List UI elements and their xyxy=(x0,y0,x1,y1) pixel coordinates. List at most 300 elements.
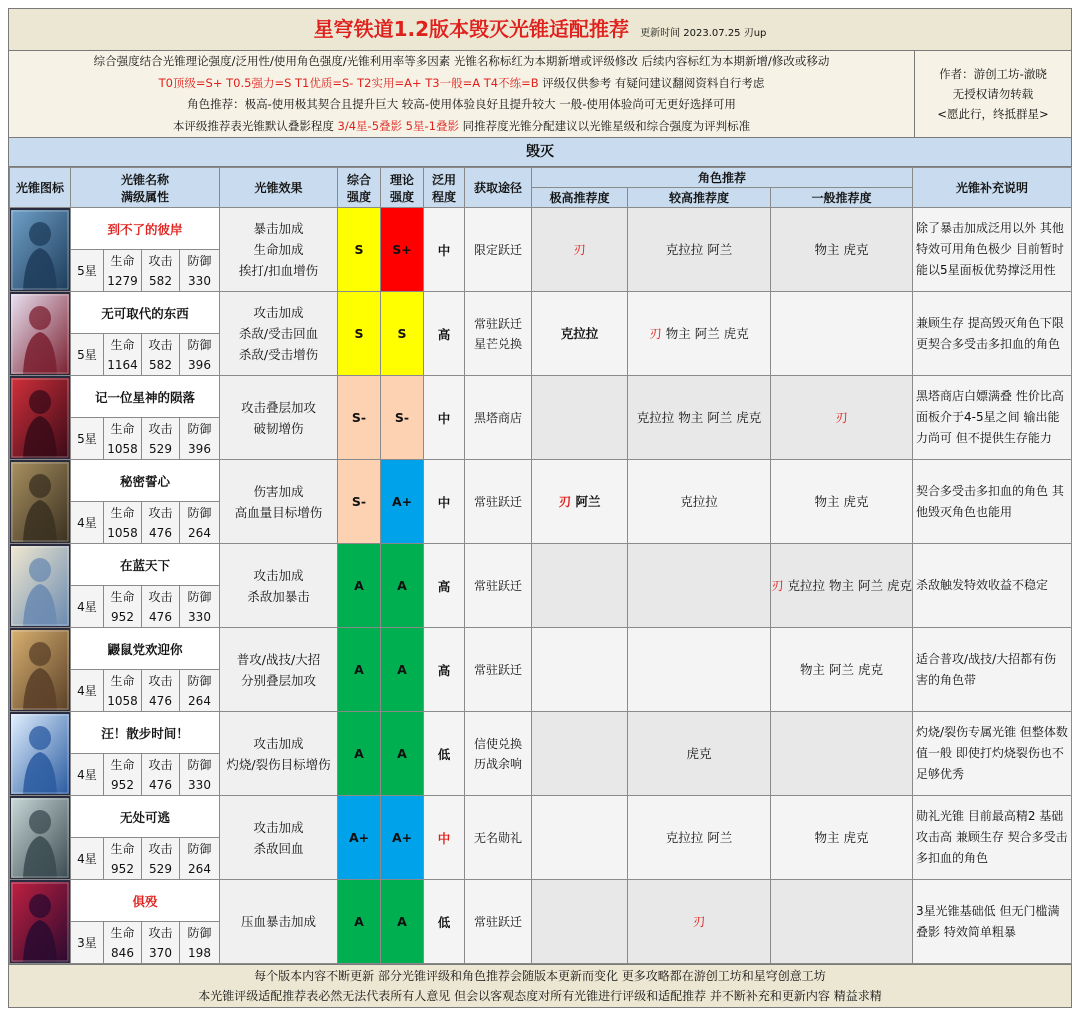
theory-grade: A+ xyxy=(381,460,424,544)
header-name-b: 满级属性 xyxy=(121,189,170,204)
page-title: 星穹铁道1.2版本毁灭光锥适配推荐 xyxy=(313,17,630,41)
rarity-stars: 4星 xyxy=(71,502,104,544)
rec-high-cell xyxy=(532,628,628,712)
light-cone-effect xyxy=(220,208,338,292)
header-theory xyxy=(381,168,424,208)
header-overall-b: 强度 xyxy=(347,189,372,204)
table-row xyxy=(10,292,1072,334)
grade-legend-note: 评级仅供参考 有疑问建议翻阅资料自行考虑 xyxy=(538,75,765,90)
acquisition-source xyxy=(465,292,532,376)
stat-def-label: 防御 xyxy=(187,337,212,352)
grade-legend: T0顶级=S+ T0.5强力=S T1优质=S- T2实用=A+ T3一般=A T4不练=B xyxy=(158,75,539,90)
light-cone-name: 无处可逃 xyxy=(71,796,220,838)
theory-grade: A+ xyxy=(381,796,424,880)
rec-low-cell xyxy=(771,208,913,292)
header-name-a: 光锥名称 xyxy=(121,172,170,187)
effect-line: 攻击加成 xyxy=(253,305,304,320)
rec-low-cell xyxy=(771,880,913,964)
intro-line-2 xyxy=(9,73,914,95)
light-cone-name: 到不了的彼岸 xyxy=(71,208,220,250)
rec-mid-cell xyxy=(628,880,771,964)
stat-atk-value: 529 xyxy=(149,861,172,876)
stat-atk-label: 攻击 xyxy=(148,673,173,688)
stat-atk-label: 攻击 xyxy=(148,505,173,520)
light-cone-icon-cell xyxy=(10,880,71,964)
light-cone-effect xyxy=(220,628,338,712)
stat-hp xyxy=(104,670,142,712)
light-cone-name: 秘密誓心 xyxy=(71,460,220,502)
light-cone-name: 在蓝天下 xyxy=(71,544,220,586)
stat-def-value: 330 xyxy=(188,609,211,624)
stat-def xyxy=(180,250,220,292)
acquisition-source xyxy=(465,712,532,796)
effect-line: 生命加成 xyxy=(253,242,304,257)
stat-hp-value: 952 xyxy=(111,609,134,624)
light-cone-note: 适合普攻/战技/大招都有伤害的角色带 xyxy=(913,628,1072,712)
effect-line: 杀敌/受击回血 xyxy=(238,326,319,341)
versatility-level: 中 xyxy=(424,376,465,460)
rec-mid-first: 刃 xyxy=(649,325,662,341)
effect-line: 普攻/战技/大招 xyxy=(236,651,321,667)
rec-mid-text: 克拉拉 物主 阿兰 虎克 xyxy=(636,409,762,425)
author-name: 作者：游创工坊-澈晓 xyxy=(939,67,1047,81)
rec-low-rest: 克拉拉 物主 阿兰 虎克 xyxy=(783,577,912,593)
effect-line: 压血暴击加成 xyxy=(241,914,317,929)
light-cone-note: 兼顾生存 提高毁灭角色下限 更契合多受击多扣血的角色 xyxy=(913,292,1072,376)
table-body xyxy=(10,208,1072,964)
stat-hp-value: 1164 xyxy=(107,357,138,372)
table-row xyxy=(10,460,1072,502)
table-row xyxy=(10,376,1072,418)
stat-def-label: 防御 xyxy=(187,841,212,856)
stat-hp-label: 生命 xyxy=(110,673,135,688)
acquisition-source xyxy=(465,880,532,964)
rec-high-rest: 阿兰 xyxy=(571,493,601,509)
rarity-stars: 4星 xyxy=(71,670,104,712)
rec-high-first: 刃 xyxy=(558,493,572,509)
rarity-stars: 4星 xyxy=(71,754,104,796)
rec-high-cell xyxy=(532,460,628,544)
rec-low-cell xyxy=(771,376,913,460)
path-section-title: 毁灭 xyxy=(9,138,1071,167)
stat-hp-label: 生命 xyxy=(110,757,135,772)
stat-def xyxy=(180,670,220,712)
light-cone-art-icon xyxy=(11,378,69,458)
acquisition-source xyxy=(465,796,532,880)
footer-line-2: 本光锥评级适配推荐表必然无法代表所有人意见 但会以客观态度对所有光锥进行评级和适配推荐 并不断补充和更新内容 精益求精 xyxy=(198,989,882,1003)
intro-line-4-red: 3/4星-5叠影 5星-1叠影 xyxy=(337,118,459,133)
source-line: 常驻跃迁 xyxy=(474,914,523,929)
rec-mid-text: 克拉拉 阿兰 xyxy=(665,829,733,845)
effect-line: 攻击叠层加攻 xyxy=(241,399,317,415)
source-line: 常驻跃迁 xyxy=(474,316,523,331)
overall-grade: S- xyxy=(338,460,381,544)
stat-hp-label: 生命 xyxy=(110,925,135,940)
title-bar xyxy=(9,9,1071,51)
stat-def-label: 防御 xyxy=(187,589,212,604)
stat-def-value: 264 xyxy=(188,861,211,876)
light-cone-art-icon xyxy=(11,294,69,374)
stat-def-label: 防御 xyxy=(187,673,212,688)
stat-atk xyxy=(142,250,180,292)
rec-low-text: 物主 虎克 xyxy=(814,241,869,257)
rec-high-cell xyxy=(532,292,628,376)
header-theory-b: 强度 xyxy=(390,189,415,204)
stat-hp-label: 生命 xyxy=(110,505,135,520)
effect-line: 攻击加成 xyxy=(253,819,304,835)
light-cone-icon-cell xyxy=(10,376,71,460)
light-cone-art-icon xyxy=(11,462,69,542)
light-cone-effect xyxy=(220,460,338,544)
stat-def-value: 330 xyxy=(188,273,211,288)
header-note: 光锥补充说明 xyxy=(913,168,1072,208)
stat-atk xyxy=(142,418,180,460)
author-copyright: 无授权请勿转载 xyxy=(952,87,1034,101)
rec-low-text: 刃 xyxy=(835,409,848,425)
stat-hp xyxy=(104,418,142,460)
stat-atk-label: 攻击 xyxy=(148,253,173,268)
light-cone-art-icon xyxy=(11,630,69,710)
header-wide-b: 程度 xyxy=(432,189,457,204)
effect-line: 攻击加成 xyxy=(253,567,304,583)
source-line: 常驻跃迁 xyxy=(474,578,523,593)
rec-high-cell xyxy=(532,796,628,880)
rec-low-first: 刃 xyxy=(771,577,784,593)
stat-atk xyxy=(142,502,180,544)
rec-mid-text: 虎克 xyxy=(686,745,712,761)
effect-line: 攻击加成 xyxy=(253,735,304,751)
stat-atk xyxy=(142,838,180,880)
light-cone-art-svg xyxy=(11,882,69,962)
rarity-stars: 5星 xyxy=(71,418,104,460)
stat-def xyxy=(180,838,220,880)
stat-atk-value: 529 xyxy=(149,441,172,456)
stat-hp-label: 生命 xyxy=(110,841,135,856)
stat-hp-value: 1279 xyxy=(107,273,138,288)
table-row xyxy=(10,712,1072,754)
light-cone-note: 杀敌触发特效收益不稳定 xyxy=(913,544,1072,628)
stat-atk-value: 476 xyxy=(149,777,172,792)
rec-high-cell xyxy=(532,544,628,628)
rec-high-cell xyxy=(532,376,628,460)
effect-line: 高血量目标增伤 xyxy=(234,504,323,520)
header-wide xyxy=(424,168,465,208)
rec-low-cell xyxy=(771,796,913,880)
light-cone-icon-cell xyxy=(10,292,71,376)
light-cone-art-icon xyxy=(11,546,69,626)
light-cone-effect xyxy=(220,712,338,796)
light-cone-art-svg xyxy=(11,462,69,542)
stat-hp-label: 生命 xyxy=(110,337,135,352)
effect-line: 杀敌/受击增伤 xyxy=(238,347,319,362)
table-row xyxy=(10,628,1072,670)
light-cone-note: 灼烧/裂伤专属光锥 但整体数值一般 即使打灼烧裂伤也不足够优秀 xyxy=(913,712,1072,796)
rec-mid-cell xyxy=(628,292,771,376)
overall-grade: S xyxy=(338,208,381,292)
source-line: 信使兑换 xyxy=(474,736,523,751)
rec-low-text: 物主 虎克 xyxy=(814,493,869,509)
header-rec-high: 极高推荐度 xyxy=(532,188,628,208)
light-cone-art-svg xyxy=(11,798,69,878)
theory-grade: A xyxy=(381,544,424,628)
stat-hp xyxy=(104,754,142,796)
acquisition-source xyxy=(465,544,532,628)
acquisition-source xyxy=(465,208,532,292)
overall-grade: A xyxy=(338,628,381,712)
light-cone-note: 3星光锥基础低 但无门槛满叠影 特效简单粗暴 xyxy=(913,880,1072,964)
stat-atk-value: 476 xyxy=(149,609,172,624)
stat-atk-value: 476 xyxy=(149,693,172,708)
stat-atk-value: 582 xyxy=(149,357,172,372)
intro-notes xyxy=(9,51,915,137)
overall-grade: A xyxy=(338,712,381,796)
rec-mid-text: 克拉拉 阿兰 xyxy=(665,241,733,257)
light-cone-icon-cell xyxy=(10,796,71,880)
versatility-level: 高 xyxy=(424,628,465,712)
rec-mid-cell xyxy=(628,460,771,544)
rec-high-text: 克拉拉 xyxy=(560,325,599,341)
light-cone-art-svg xyxy=(11,630,69,710)
source-line: 无名勋礼 xyxy=(474,830,523,845)
stat-def xyxy=(180,418,220,460)
acquisition-source xyxy=(465,376,532,460)
stat-atk-label: 攻击 xyxy=(148,421,173,436)
intro-line-3: 角色推荐：极高-使用极其契合且提升巨大 较高-使用体验良好且提升较大 一般-使用体验尚可无更好选择可用 xyxy=(187,97,736,111)
stat-atk-value: 582 xyxy=(149,273,172,288)
stat-hp xyxy=(104,250,142,292)
light-cone-art-icon xyxy=(11,714,69,794)
light-cone-icon-cell xyxy=(10,460,71,544)
light-cone-art-svg xyxy=(11,378,69,458)
stat-atk-label: 攻击 xyxy=(148,925,173,940)
stat-atk-value: 476 xyxy=(149,525,172,540)
stat-hp-value: 846 xyxy=(111,945,134,960)
stat-atk-label: 攻击 xyxy=(148,841,173,856)
stat-hp xyxy=(104,586,142,628)
stat-def xyxy=(180,334,220,376)
footer-line-1: 每个版本内容不断更新 部分光锥评级和角色推荐会随版本更新而变化 更多攻略都在游创工坊和星穹创意工坊 xyxy=(254,969,826,983)
source-line: 常驻跃迁 xyxy=(474,494,523,509)
light-cone-art-svg xyxy=(11,210,69,290)
light-cone-effect xyxy=(220,796,338,880)
stat-def-value: 198 xyxy=(188,945,211,960)
rec-mid-cell xyxy=(628,796,771,880)
effect-line: 暴击加成 xyxy=(253,221,304,236)
stat-def-label: 防御 xyxy=(187,925,212,940)
stat-def-label: 防御 xyxy=(187,421,212,436)
theory-grade: S xyxy=(381,292,424,376)
stat-atk xyxy=(142,754,180,796)
light-cone-icon-cell xyxy=(10,208,71,292)
rec-mid-text: 刃 xyxy=(692,913,706,929)
theory-grade: S- xyxy=(381,376,424,460)
light-cone-effect xyxy=(220,292,338,376)
rarity-stars: 4星 xyxy=(71,586,104,628)
stat-def-value: 396 xyxy=(188,357,211,372)
rec-high-cell xyxy=(532,880,628,964)
rec-mid-text: 克拉拉 xyxy=(680,493,718,509)
table-row xyxy=(10,796,1072,838)
versatility-level: 高 xyxy=(424,292,465,376)
intro-line-4 xyxy=(9,116,914,138)
versatility-level: 中 xyxy=(424,460,465,544)
stat-hp-value: 1058 xyxy=(107,525,138,540)
rating-sheet xyxy=(8,8,1072,1008)
source-line: 黑塔商店 xyxy=(474,410,523,425)
light-cone-art-svg xyxy=(11,294,69,374)
rec-mid-rest: 物主 阿兰 虎克 xyxy=(661,325,749,341)
stat-atk-value: 370 xyxy=(149,945,172,960)
light-cone-name: 汪！散步时间！ xyxy=(71,712,220,754)
update-time: 更新时间 2023.07.25 刃up xyxy=(640,28,767,39)
theory-grade: A xyxy=(381,880,424,964)
stat-atk-label: 攻击 xyxy=(148,337,173,352)
stat-def xyxy=(180,922,220,964)
light-cone-note: 黑塔商店白嫖满叠 性价比高 面板介于4-5星之间 输出能力尚可 但不提供生存能力 xyxy=(913,376,1072,460)
rarity-stars: 5星 xyxy=(71,334,104,376)
theory-grade: A xyxy=(381,712,424,796)
light-cone-art-svg xyxy=(11,714,69,794)
rec-mid-cell xyxy=(628,376,771,460)
stat-hp-label: 生命 xyxy=(110,253,135,268)
header-source: 获取途径 xyxy=(465,168,532,208)
rec-mid-cell xyxy=(628,208,771,292)
rec-low-text: 物主 阿兰 虎克 xyxy=(800,661,883,677)
stat-atk xyxy=(142,334,180,376)
rec-low-cell xyxy=(771,712,913,796)
light-cone-art-icon xyxy=(11,798,69,878)
stat-def xyxy=(180,754,220,796)
versatility-level: 低 xyxy=(424,880,465,964)
versatility-level: 低 xyxy=(424,712,465,796)
light-cone-name: 俱殁 xyxy=(71,880,220,922)
source-line: 常驻跃迁 xyxy=(474,662,523,677)
header-roles: 角色推荐 xyxy=(532,168,913,188)
light-cone-art-svg xyxy=(11,546,69,626)
header-effect: 光锥效果 xyxy=(220,168,338,208)
effect-line: 挨打/扣血增伤 xyxy=(238,263,319,278)
light-cone-icon-cell xyxy=(10,628,71,712)
theory-grade: A xyxy=(381,628,424,712)
light-cone-note: 契合多受击多扣血的角色 其他毁灭角色也能用 xyxy=(913,460,1072,544)
author-motto: <愿此行，终抵群星> xyxy=(937,107,1049,121)
rec-low-cell xyxy=(771,292,913,376)
rec-low-cell xyxy=(771,628,913,712)
rec-high-cell xyxy=(532,712,628,796)
author-box xyxy=(915,51,1071,137)
stat-hp-value: 1058 xyxy=(107,441,138,456)
light-cone-note: 除了暴击加成泛用以外 其他特效可用角色极少 目前暂时能以5星面板优势撑泛用性 xyxy=(913,208,1072,292)
stat-hp xyxy=(104,922,142,964)
overall-grade: A+ xyxy=(338,796,381,880)
rec-high-cell xyxy=(532,208,628,292)
theory-grade: S+ xyxy=(381,208,424,292)
overall-grade: S xyxy=(338,292,381,376)
light-cone-art-icon xyxy=(11,210,69,290)
header-overall xyxy=(338,168,381,208)
stat-hp xyxy=(104,838,142,880)
light-cone-table xyxy=(9,167,1072,964)
stat-def-value: 330 xyxy=(188,777,211,792)
stat-def-value: 264 xyxy=(188,693,211,708)
light-cone-effect xyxy=(220,376,338,460)
stat-atk xyxy=(142,922,180,964)
versatility-level: 高 xyxy=(424,544,465,628)
intro-line-1: 综合强度结合光锥理论强度/泛用性/使用角色强度/光锥利用率等多因素 光锥名称标红为本期新增或评级修改 后续内容标红为本期新增/修改或移动 xyxy=(93,54,830,68)
light-cone-name: 记一位星神的陨落 xyxy=(71,376,220,418)
effect-line: 破韧增伤 xyxy=(253,420,304,436)
header-theory-a: 理论 xyxy=(390,172,415,187)
rec-mid-cell xyxy=(628,544,771,628)
light-cone-name: 鼹鼠党欢迎你 xyxy=(71,628,220,670)
light-cone-art-icon xyxy=(11,882,69,962)
rec-low-cell xyxy=(771,460,913,544)
overall-grade: A xyxy=(338,544,381,628)
effect-line: 分别叠层加攻 xyxy=(241,672,317,688)
rec-mid-cell xyxy=(628,712,771,796)
stat-atk-label: 攻击 xyxy=(148,757,173,772)
rec-mid-cell xyxy=(628,628,771,712)
footer-notes xyxy=(9,964,1071,1007)
effect-line: 灼烧/裂伤目标增伤 xyxy=(226,756,331,772)
stat-atk xyxy=(142,670,180,712)
table-row xyxy=(10,544,1072,586)
effect-line: 杀敌加暴击 xyxy=(247,588,310,604)
stat-hp-value: 952 xyxy=(111,777,134,792)
light-cone-icon-cell xyxy=(10,712,71,796)
source-line: 星芒兑换 xyxy=(474,336,523,351)
header-overall-a: 综合 xyxy=(347,172,372,187)
acquisition-source xyxy=(465,628,532,712)
header-icon: 光锥图标 xyxy=(10,168,71,208)
source-line: 限定跃迁 xyxy=(474,242,523,257)
stat-def-label: 防御 xyxy=(187,757,212,772)
light-cone-effect xyxy=(220,544,338,628)
stat-hp xyxy=(104,502,142,544)
stat-hp-label: 生命 xyxy=(110,421,135,436)
effect-line: 杀敌回血 xyxy=(253,840,304,856)
stat-def xyxy=(180,586,220,628)
header-name xyxy=(71,168,220,208)
stat-atk-label: 攻击 xyxy=(148,589,173,604)
source-line: 历战余响 xyxy=(474,756,523,771)
intro-line-4-b: 同推荐度光锥分配建议以光锥星级和综合强度为评判标准 xyxy=(458,118,751,133)
stat-def-label: 防御 xyxy=(187,253,212,268)
intro-line-4-a: 本评级推荐表光锥默认叠影程度 xyxy=(172,118,338,133)
header-rec-low: 一般推荐度 xyxy=(771,188,913,208)
overall-grade: A xyxy=(338,880,381,964)
light-cone-note: 勋礼光锥 目前最高精2 基础攻击高 兼顾生存 契合多受击多扣血的角色 xyxy=(913,796,1072,880)
table-row xyxy=(10,880,1072,922)
header-rec-mid: 较高推荐度 xyxy=(628,188,771,208)
rarity-stars: 3星 xyxy=(71,922,104,964)
table-row xyxy=(10,208,1072,250)
effect-line: 伤害加成 xyxy=(253,483,304,499)
light-cone-name: 无可取代的东西 xyxy=(71,292,220,334)
stat-def-value: 396 xyxy=(188,441,211,456)
light-cone-icon-cell xyxy=(10,544,71,628)
intro-panel xyxy=(9,51,1071,138)
stat-hp-value: 952 xyxy=(111,861,134,876)
stat-hp-value: 1058 xyxy=(107,693,138,708)
stat-def xyxy=(180,502,220,544)
versatility-level: 中 xyxy=(424,796,465,880)
rec-low-text: 物主 虎克 xyxy=(814,829,869,845)
stat-def-label: 防御 xyxy=(187,505,212,520)
stat-atk xyxy=(142,586,180,628)
light-cone-effect xyxy=(220,880,338,964)
versatility-level: 中 xyxy=(424,208,465,292)
